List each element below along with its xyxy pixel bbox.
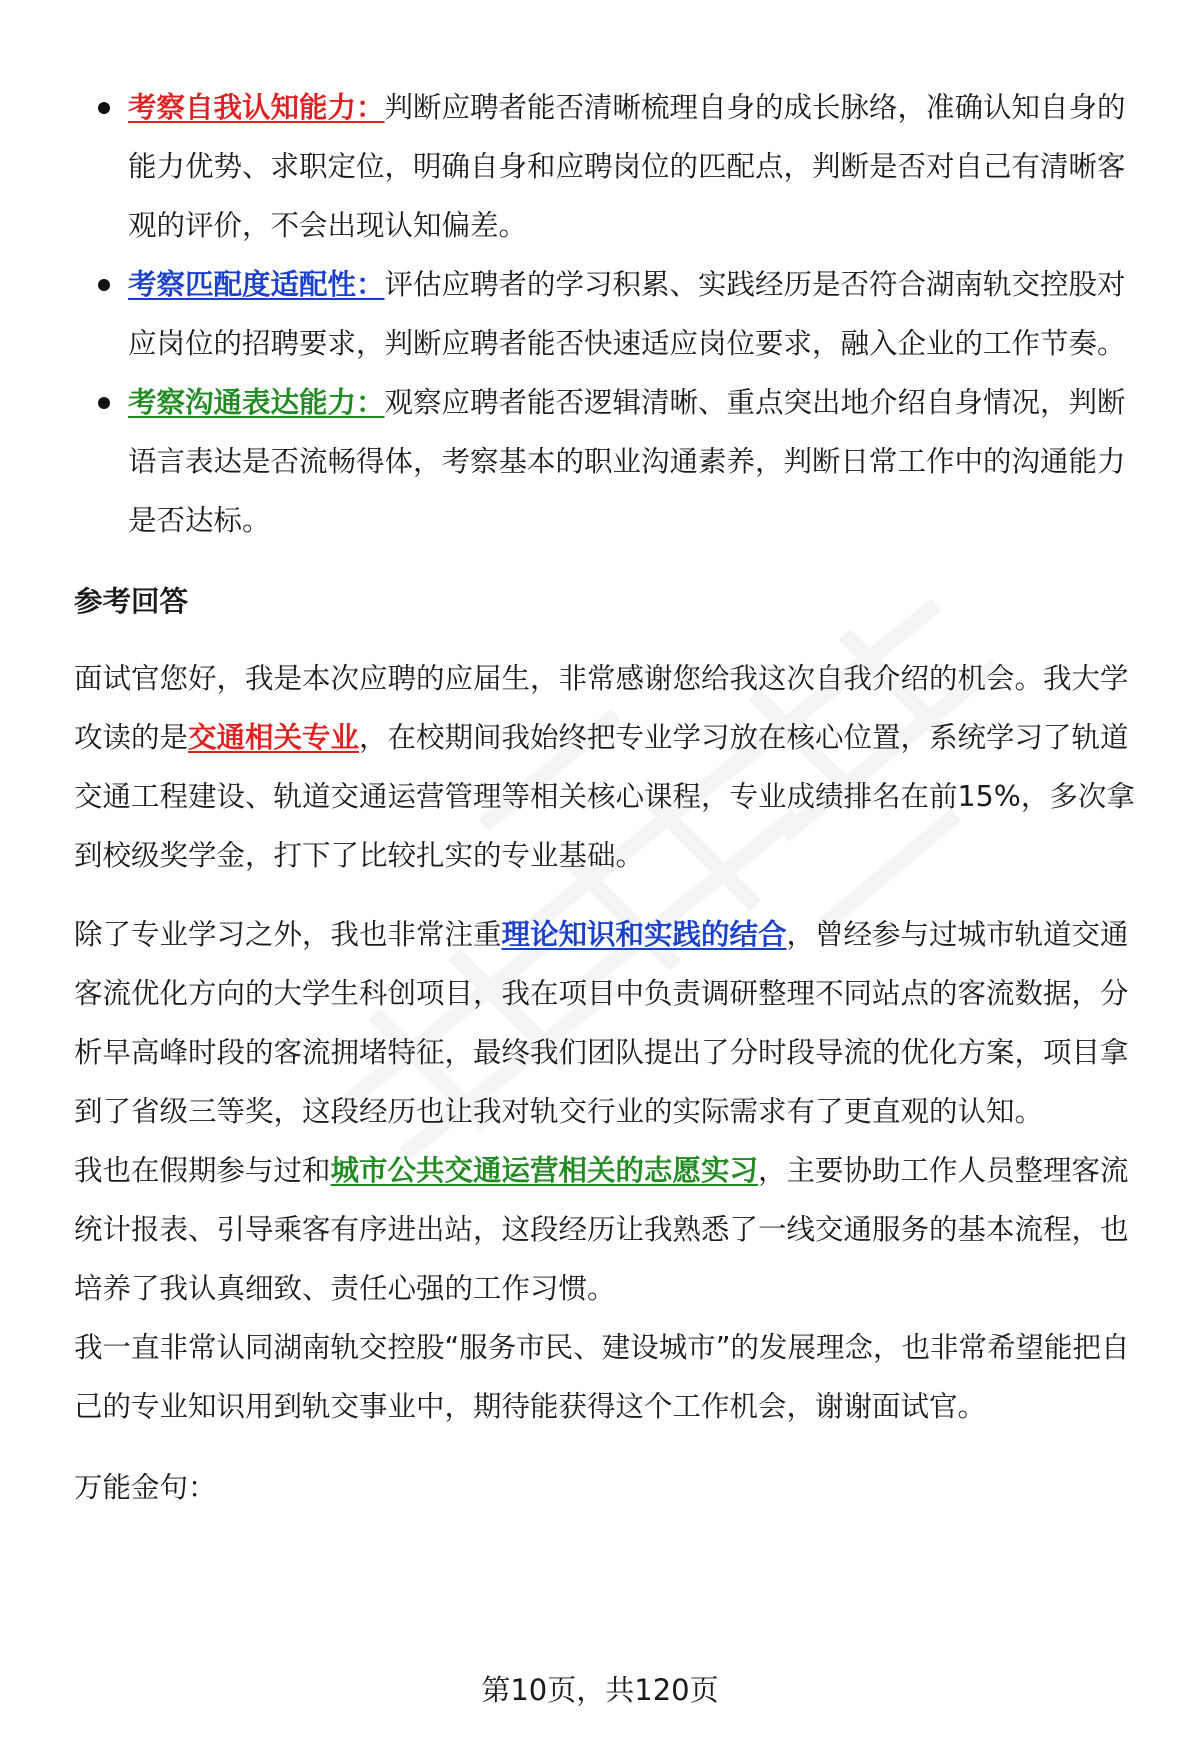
page-footer: 第10页，共120页 <box>481 1673 719 1707</box>
criteria-text: 判断应聘者能否清晰梳理自身的成长脉络，准确认知自身的能力优势、求职定位，明确自身和应聘岗位的匹配点，判断是否对自己有清晰客观的评价，不会出现认知偏差。 <box>128 91 1126 242</box>
criteria-text: 观察应聘者能否逻辑清晰、重点突出地介绍自身情况，判断语言表达是否流畅得体，考察基本的职业沟通素养，判断日常工作中的沟通能力是否达标。 <box>128 386 1126 537</box>
highlight-internship: 城市公共交通运营相关的志愿实习 <box>330 1154 759 1187</box>
criteria-item-communication <box>74 373 1146 550</box>
paragraph-text: ，在校期间我始终把专业学习放在核心位置，系统学习了轨道交通工程建设、轨道交通运营管理等相关核心课程，专业成绩排名在前15%，多次拿到校级奖学金，打下了比较扎实的专业基础。 <box>74 721 1135 872</box>
criteria-label: 考察自我认知能力： <box>128 91 385 124</box>
criteria-item-job-fit <box>74 255 1146 373</box>
criteria-text: 评估应聘者的学习积累、实践经历是否符合湖南轨交控股对应岗位的招聘要求，判断应聘者能否快速适应岗位要求，融入企业的工作节奏。 <box>128 268 1126 360</box>
paragraph-text: ，曾经参与过城市轨道交通客流优化方向的大学生科创项目，我在项目中负责调研整理不同站点的客流数据，分析早高峰时段的客流拥堵特征，最终我们团队提出了分时段导流的优化方案，项目拿到了省级三等奖，这段经历也让我对轨交行业的实际需求有了更直观的认知。 <box>74 918 1129 1128</box>
bullet-icon <box>98 279 110 291</box>
answer-paragraph-1 <box>74 649 1146 885</box>
answer-paragraph-3 <box>74 1141 1146 1318</box>
bullet-icon <box>98 397 110 409</box>
criteria-list <box>74 78 1146 550</box>
section-title-reference-answer: 参考回答 <box>74 585 189 618</box>
paragraph-text: ，主要协助工作人员整理客流统计报表、引导乘客有序进出站，这段经历让我熟悉了一线交通服务的基本流程，也培养了我认真细致、责任心强的工作习惯。 <box>74 1154 1129 1305</box>
paragraph-text: 面试官您好，我是本次应聘的应届生，非常感谢您给我这次自我介绍的机会。我大学攻读的是 <box>74 662 1129 754</box>
criteria-label: 考察匹配度适配性： <box>128 268 385 301</box>
answer-paragraph-2 <box>74 905 1146 1141</box>
highlight-major: 交通相关专业 <box>188 721 360 754</box>
paragraph-text: 除了专业学习之外，我也非常注重 <box>74 918 502 951</box>
paragraph-text: 我也在假期参与过和 <box>74 1154 331 1187</box>
bullet-icon <box>98 102 110 114</box>
closing-label: 万能金句： <box>74 1471 217 1504</box>
criteria-item-self-awareness <box>74 78 1146 255</box>
highlight-theory-practice: 理论知识和实践的结合 <box>501 918 787 951</box>
document-body <box>74 78 1146 1517</box>
answer-paragraph-4: 我一直非常认同湖南轨交控股“服务市民、建设城市”的发展理念，也非常希望能把自己的专业知识用到轨交事业中，期待能获得这个工作机会，谢谢面试官。 <box>74 1331 1130 1423</box>
criteria-label: 考察沟通表达能力： <box>128 386 385 419</box>
